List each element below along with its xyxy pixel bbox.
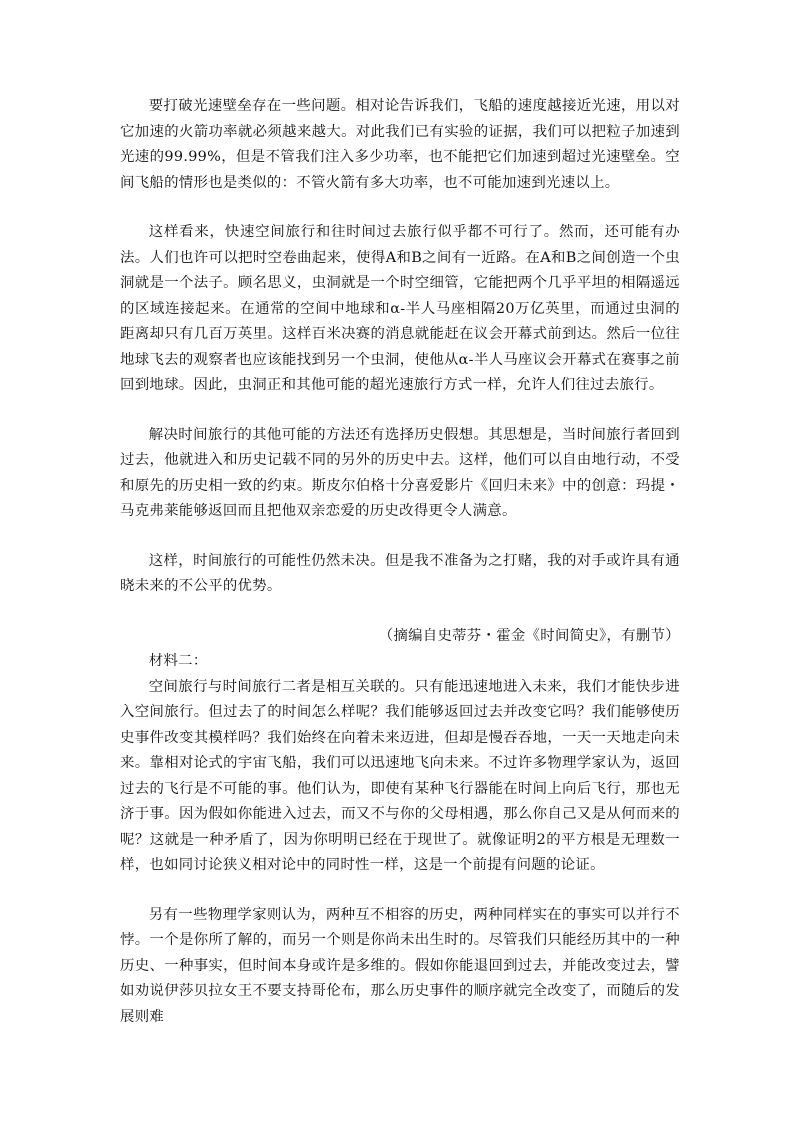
source-citation: （摘编自史蒂芬・霍金《时间简史》，有删节） <box>378 627 680 644</box>
document-page <box>120 94 680 1030</box>
paragraph-4: 这样，时间旅行的可能性仍然未决。但是我不准备为之打赌，我的对手或许具有通晓未来的不公平的优势。 <box>120 552 680 594</box>
paragraph-6: 另有一些物理学家则认为，两种互不相容的历史，两种同样实在的事实可以并行不悖。一个是你所了解的，而另一个则是你尚未出生时的。尽管我们只能经历其中的一种历史、一种事实，但时间本身或许是多维的。假如你能退回到过去，并能改变过去，譬如劝说伊莎贝拉女王不要支持哥伦布，那么历史事件的顺序就完全改变了，而随后的发展则难 <box>120 906 680 1025</box>
paragraph-3: 解决时间旅行的其他可能的方法还有选择历史假想。其思想是，当时间旅行者回到过去，他就进入和历史记载不同的另外的历史中去。这样，他们可以自由地行动，不受和原先的历史相一致的约束。斯皮尔伯格十分喜爱影片《回归未来》中的创意：玛提・马克弗莱能够返回而且把他双亲恋爱的历史改得更令人满意。 <box>120 426 680 519</box>
paragraph-2: 这样看来，快速空间旅行和往时间过去旅行似乎都不可行了。然而，还可能有办法。人们也许可以把时空卷曲起来，使得A和B之间有一近路。在A和B之间创造一个虫洞就是一个法子。顾名思义，虫洞就是一个时空细管，它能把两个几乎平坦的相隔遥远的区域连接起来。在通常的空间中地球和α-半人马座相隔20万亿英里，而通过虫洞的距离却只有几百万英里。这样百米决赛的消息就能赶在议会开幕式前到达。然后一位往地球飞去的观察者也应该能找到另一个虫洞，使他从α-半人马座议会开幕式在赛事之前回到地球。因此，虫洞正和其他可能的超光速旅行方式一样，允许人们往过去旅行。 <box>120 224 680 393</box>
paragraph-5: 空间旅行与时间旅行二者是相互关联的。只有能迅速地进入未来，我们才能快步进入空间旅行。但过去了的时间怎么样呢？我们能够返回过去并改变它吗？我们能够使历史事件改变其模样吗？我们始终在向着未来迈进，但却是慢吞吞地，一天一天地走向未来。靠相对论式的宇宙飞船，我们可以迅速地飞向未来。不过许多物理学家认为，返回过去的飞行是不可能的事。他们认为，即使有某种飞行器能在时间上向后飞行，那也无济于事。因为假如你能进入过去，而又不与你的父母相遇，那么你自己又是从何而来的呢？这就是一种矛盾了，因为你明明已经在于现世了。就像证明2的平方根是无理数一样，也如同讨论狭义相对论中的同时性一样，这是一个前提有问题的论证。 <box>120 678 680 873</box>
material-2-heading: 材料二： <box>148 653 208 669</box>
paragraph-1: 要打破光速壁垒存在一些问题。相对论告诉我们，飞船的速度越接近光速，用以对它加速的火箭功率就必须越来越大。对此我们已有实验的证据，我们可以把粒子加速到光速的99.99%，但是不管我们注入多少功率，也不能把它们加速到超过光速壁垒。空间飞船的情形也是类似的：不管火箭有多大功率，也不可能加速到光速以上。 <box>120 98 680 191</box>
